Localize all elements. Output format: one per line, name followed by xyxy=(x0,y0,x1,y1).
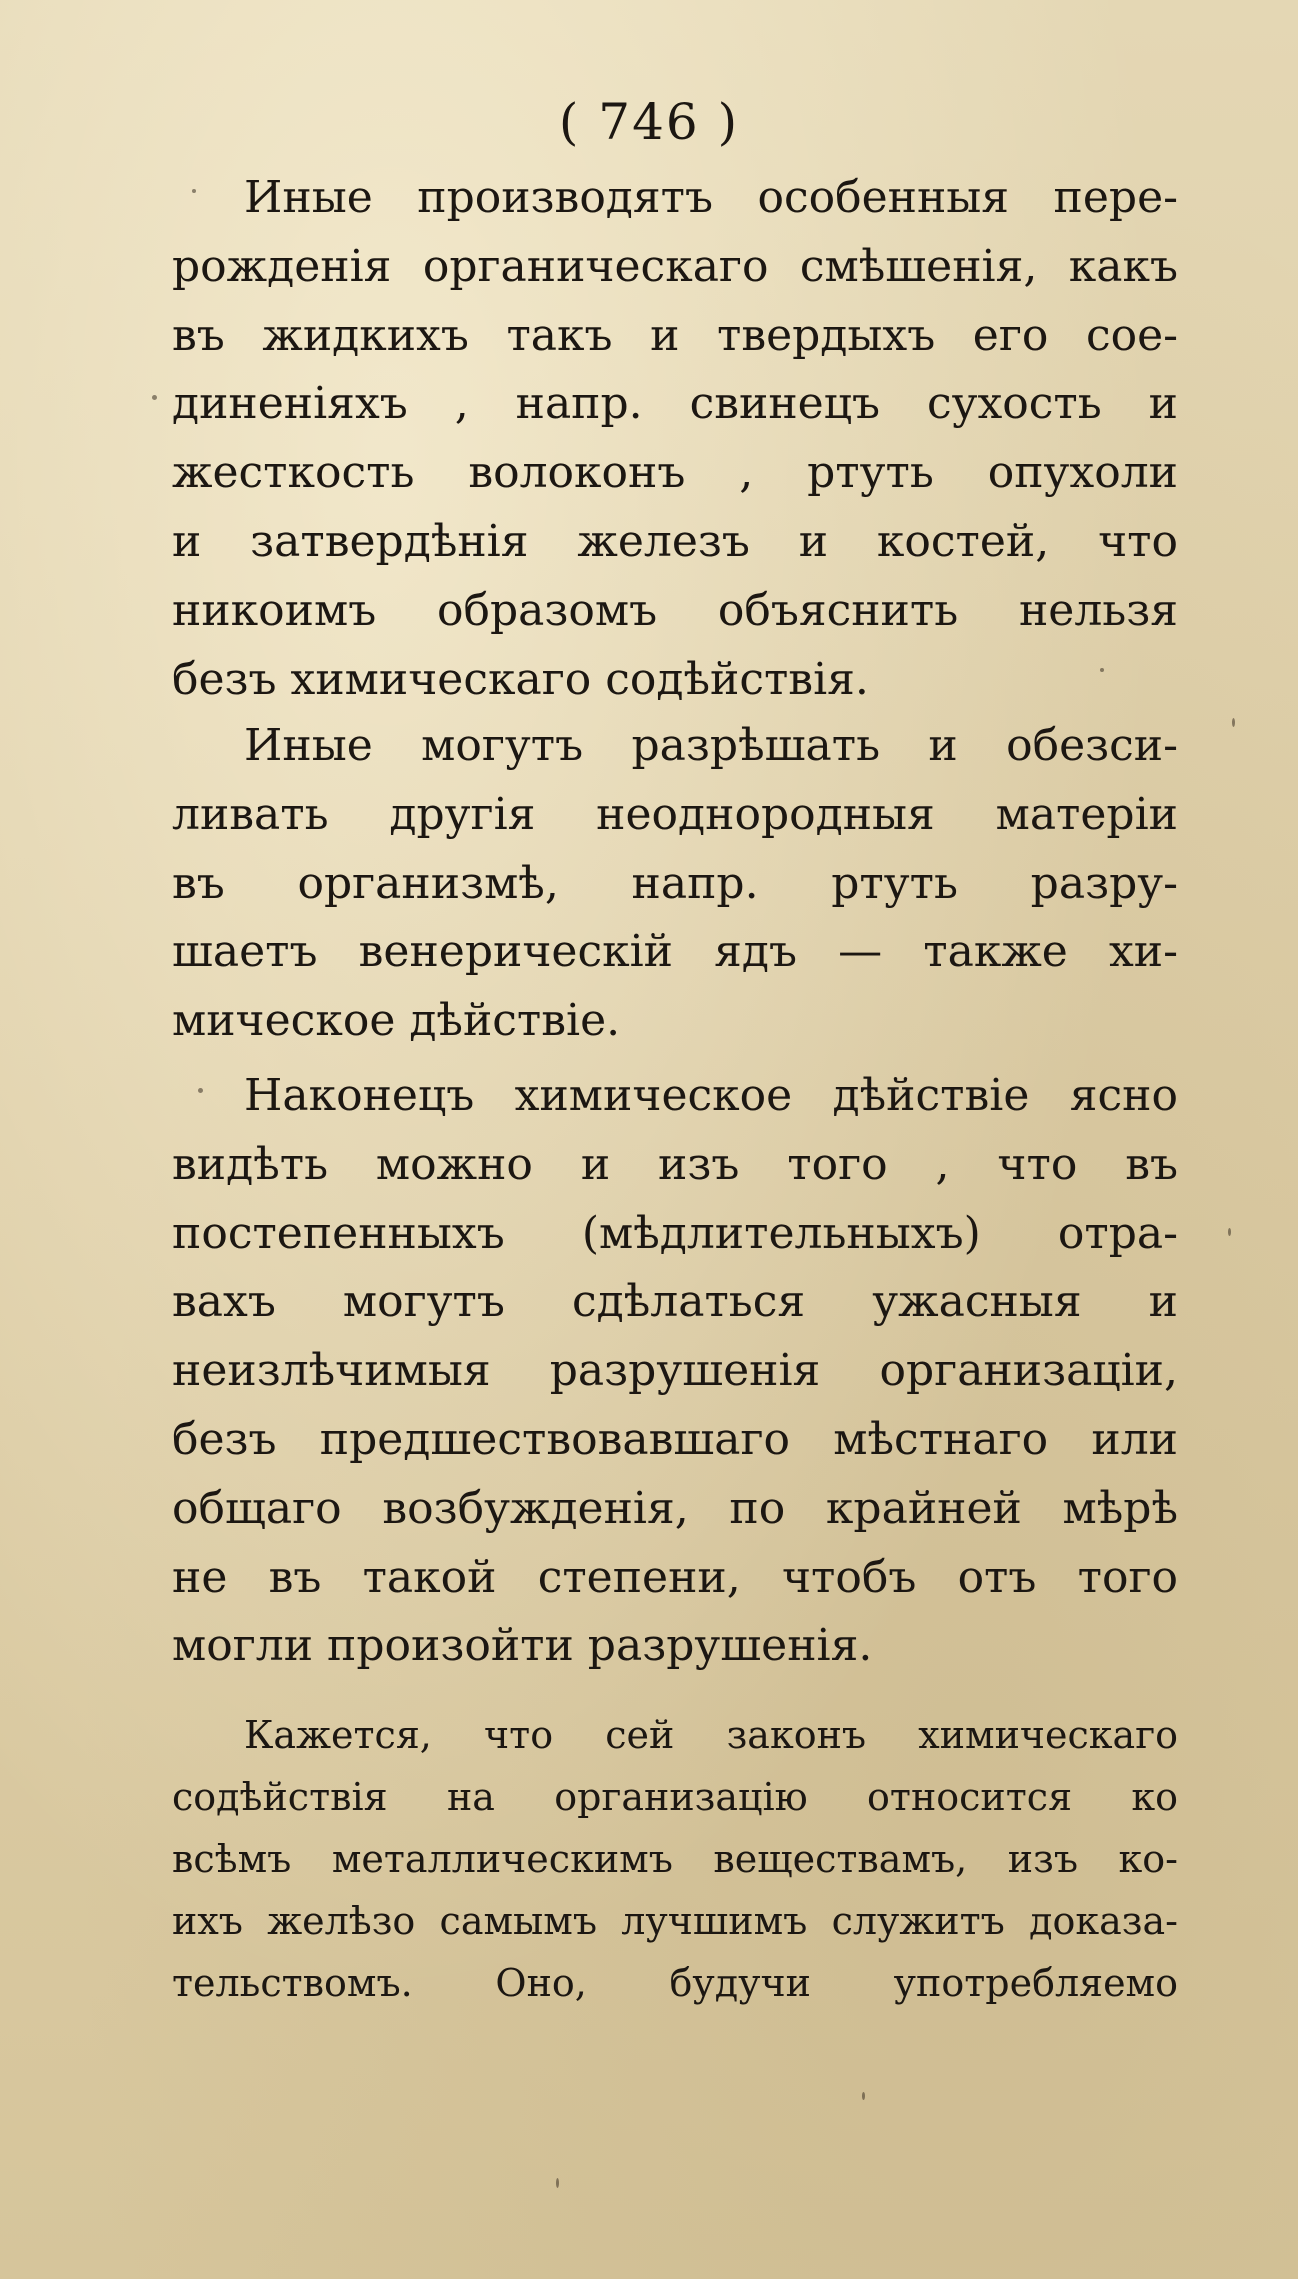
paper-speck xyxy=(1232,718,1235,727)
paper-speck xyxy=(1228,1228,1231,1236)
text-line: неизлѣчимыя разрушенія организаціи, xyxy=(172,1345,1178,1397)
paragraph-1 xyxy=(172,164,1178,714)
paragraph-3 xyxy=(172,1062,1178,1681)
page-number: ( 746 ) xyxy=(558,93,740,151)
text-line: въ жидкихъ такъ и твердыхъ его сое- xyxy=(172,309,1178,361)
paper-speck xyxy=(198,1088,203,1093)
paper-speck xyxy=(192,189,196,193)
text-line: безъ предшествовавшаго мѣстнаго или xyxy=(172,1413,1178,1465)
text-line: Наконецъ химическое дѣйствіе ясно xyxy=(244,1070,1178,1121)
text-line: рожденія органическаго смѣшенія, какъ xyxy=(172,240,1178,292)
text-line: въ организмѣ, напр. ртуть разру- xyxy=(172,857,1178,909)
paper-speck xyxy=(862,2092,865,2100)
text-line: Иные могутъ разрѣшать и обезси- xyxy=(244,720,1178,771)
text-line: постепенныхъ (мѣдлительныхъ) отра- xyxy=(172,1207,1178,1259)
text-line: Иные производятъ особенныя пере- xyxy=(244,172,1178,223)
text-line: никоимъ образомъ объяснить нельзя xyxy=(172,584,1178,636)
text-line: ливать другія неоднородныя матеріи xyxy=(172,788,1178,840)
text-line: шаетъ венерическій ядъ — также хи- xyxy=(172,926,1178,978)
text-line: диненіяхъ , напр. свинецъ сухость и xyxy=(172,378,1178,430)
text-line: и затвердѣнія железъ и костей, что xyxy=(172,515,1178,567)
text-line: мическое дѣйствіе. xyxy=(172,995,621,1047)
text-line: тельствомъ. Оно, будучи употребляемо xyxy=(172,1961,1178,2005)
text-line: безъ химическаго содѣйствія. xyxy=(172,653,869,705)
text-line: содѣйствія на организацію относится ко xyxy=(172,1775,1178,1819)
text-line: не въ такой степени, чтобъ отъ того xyxy=(172,1551,1178,1603)
text-line: вахъ могутъ сдѣлаться ужасныя и xyxy=(172,1276,1178,1328)
paragraph-4 xyxy=(172,1704,1178,2014)
text-line: могли произойти разрушенія. xyxy=(172,1620,873,1672)
text-line: жесткость волоконъ , ртуть опухоли xyxy=(172,447,1178,499)
paper-speck xyxy=(1100,668,1104,672)
text-line: общаго возбужденія, по крайней мѣрѣ xyxy=(172,1482,1178,1534)
text-line: ихъ желѣзо самымъ лучшимъ служитъ доказа- xyxy=(172,1899,1178,1943)
text-line: всѣмъ металлическимъ веществамъ, изъ ко- xyxy=(172,1837,1178,1881)
text-line: Кажется, что сей законъ химическаго xyxy=(244,1713,1178,1757)
paragraph-2 xyxy=(172,712,1178,1056)
paper-speck xyxy=(152,395,157,400)
text-line: видѣть можно и изъ того , что въ xyxy=(172,1138,1178,1190)
paper-speck xyxy=(556,2178,559,2188)
